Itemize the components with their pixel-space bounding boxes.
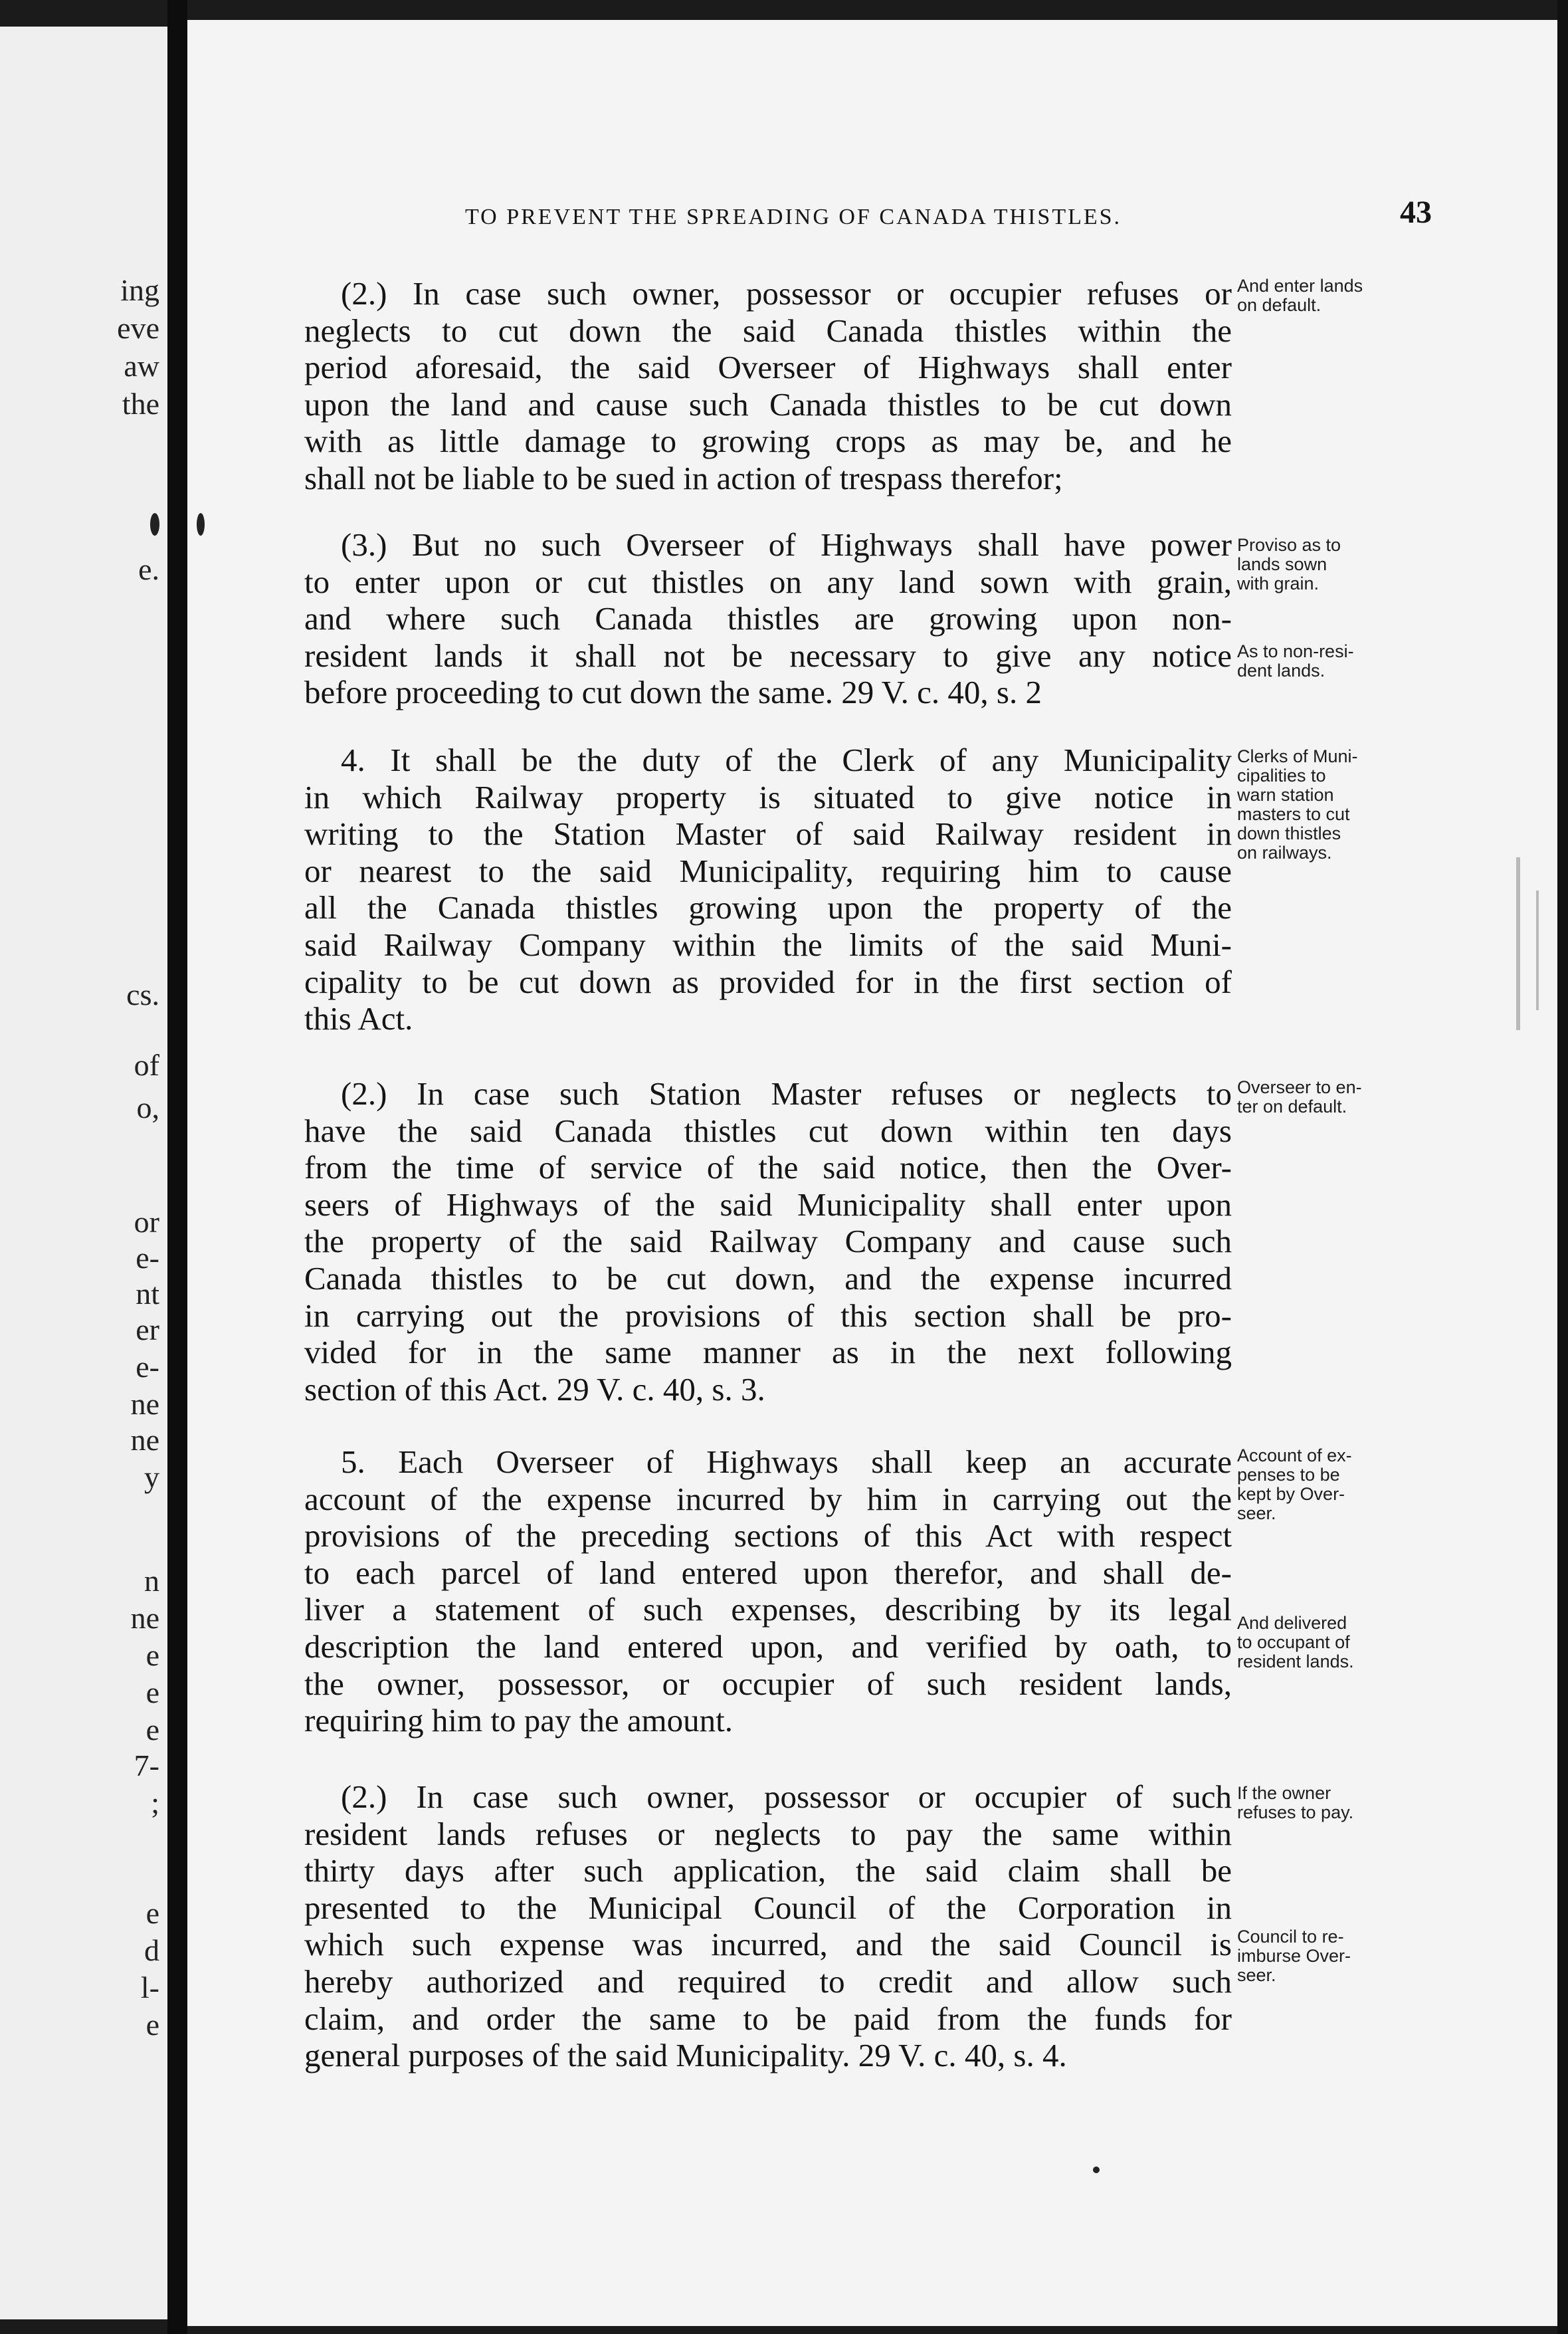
margin-note-line: refuses to pay. [1237,1802,1354,1822]
text-line: from the time of service of the said notice, then the Over- [304,1149,1232,1186]
margin-note-line: Clerks of Muni- [1237,746,1358,766]
left-page-fragment: y [144,1460,159,1494]
text-line: hereby authorized and required to credit and allow such [304,1963,1232,2000]
left-page-fragment: cs. [126,978,159,1011]
margin-note-line: down thistles [1237,823,1341,843]
margin-note-line: masters to cut [1237,804,1350,824]
text-line: have the said Canada thistles cut down within ten days [304,1112,1232,1149]
margin-note-delivered [1237,1614,1403,1671]
margin-note-non-resident [1237,642,1403,681]
text-line: with as little damage to growing crops as may be, and he [304,423,1232,460]
margin-note-line: seer. [1237,1503,1276,1523]
margin-note-line: As to non-resi- [1237,641,1354,661]
text-line: (2.) In case such owner, possessor or occupier refuses or [341,275,1232,312]
left-page-fragment: e [146,1638,159,1672]
text-line: cipality to be cut down as provided for in the first section of [304,963,1232,1000]
text-line: (2.) In case such Station Master refuses or neglects to [341,1075,1232,1112]
text-line: provisions of the preceding sections of this Act with respect [304,1517,1232,1554]
text-line: seers of Highways of the said Municipality shall enter upon [304,1186,1232,1223]
left-page-fragment: nt [136,1277,159,1311]
left-page-edge [0,27,167,2319]
text-line: writing to the Station Master of said Railway resident in [304,815,1232,853]
text-line: resident lands refuses or neglects to pay the same within [304,1815,1232,1852]
text-line: the owner, possessor, or occupier of such resident lands, [304,1665,1232,1702]
text-line: resident lands it shall not be necessary to give any notice [304,637,1232,674]
paragraph-4-2-station-master [304,1075,1232,1408]
left-page-fragment: n [144,1564,159,1598]
paragraph-3-proviso [304,526,1232,711]
margin-note-account-expenses [1237,1446,1403,1523]
text-line: claim, and order the same to be paid from the funds for [304,2000,1232,2037]
paragraph-5-overseer-account [304,1443,1232,1739]
margin-note-line: on railways. [1237,843,1332,863]
margin-note-line: on default. [1237,295,1322,315]
left-page-fragment: aw [124,349,159,383]
text-line: general purposes of the said Municipality. 29 V. c. 40, s. 4. [304,2037,1067,2074]
left-page-fragment: ing [120,273,159,307]
text-line: requiring him to pay the amount. [304,1702,734,1739]
margin-note-line: seer. [1237,1965,1276,1985]
margin-note-line: warn station [1237,785,1334,805]
text-line: to each parcel of land entered upon therefor, and shall de- [304,1554,1232,1591]
margin-note-line: Overseer to en- [1237,1077,1362,1097]
left-page-fragment: er [136,1313,159,1346]
text-line: or nearest to the said Municipality, requiring him to cause [304,852,1232,889]
left-page-fragment: the [122,387,159,421]
text-line: and where such Canada thistles are growing upon non- [304,600,1232,637]
scan-streak [1536,891,1539,1010]
left-page-fragment: o, [136,1091,159,1124]
left-page-fragment: of [134,1048,159,1082]
margin-note-line: Council to re- [1237,1927,1344,1947]
left-page-fragment: e- [136,1350,159,1384]
left-page-fragment: ne [130,1601,159,1635]
left-page-fragment: ne [130,1387,159,1421]
margin-note-line: penses to be [1237,1465,1340,1485]
scan-streak [1516,857,1520,1030]
left-page-fragment: l- [140,1970,159,2004]
margin-note-line: resident lands. [1237,1651,1354,1671]
margin-note-council-reimburse [1237,1927,1403,1985]
margin-note-line: kept by Over- [1237,1484,1345,1504]
text-line: in carrying out the provisions of this section shall be pro- [304,1297,1232,1334]
text-line: before proceeding to cut down the same. 29 V. c. 40, s. 2 [304,674,1042,711]
left-page-fragment: e [146,1675,159,1709]
margin-note-line: Proviso as to [1237,535,1341,555]
text-line: upon the land and cause such Canada thistles to be cut down [304,385,1232,423]
ink-mark [1093,2167,1100,2173]
text-line: (3.) But no such Overseer of Highways shall have power [341,526,1232,563]
left-page-fragment: 7- [134,1749,159,1782]
text-line: (2.) In case such owner, possessor or occupier of such [341,1778,1232,1815]
left-page-fragment: e [146,1713,159,1747]
text-line: to enter upon or cut thistles on any land sown with grain, [304,563,1232,600]
margin-note-line: ter on default. [1237,1097,1347,1116]
left-page-fragment: or [134,1205,159,1239]
margin-note-overseer-enter [1237,1078,1403,1116]
text-line: all the Canada thistles growing upon the property of the [304,889,1232,926]
text-line: section of this Act. 29 V. c. 40, s. 3. [304,1370,765,1408]
text-line: vided for in the same manner as in the next following [304,1334,1232,1371]
paragraph-5-2-council-claim [304,1778,1232,2074]
margin-note-enter-lands [1237,276,1403,315]
margin-note-line: imburse Over- [1237,1946,1351,1966]
text-line: said Railway Company within the limits of the said Muni- [304,926,1232,963]
text-line: the property of the said Railway Company and cause such [304,1223,1232,1260]
left-page-fragment: ; [151,1786,159,1820]
margin-note-owner-refuses [1237,1784,1403,1822]
margin-note-line: cipalities to [1237,766,1326,786]
paragraph-4-clerk-duty [304,742,1232,1037]
text-line: liver a statement of such expenses, describing by its legal [304,1591,1232,1628]
left-page-fragment: d [144,1933,159,1967]
margin-note-proviso [1237,536,1403,593]
text-line: Canada thistles to be cut down, and the expense incurred [304,1259,1232,1297]
margin-note-line: dent lands. [1237,661,1325,681]
ink-mark [197,513,205,536]
ink-mark [150,513,159,536]
text-line: account of the expense incurred by him in carrying out the [304,1480,1232,1517]
margin-note-line: If the owner [1237,1783,1331,1803]
text-line: neglects to cut down the said Canada thistles within the [304,312,1232,349]
left-page-fragment: eve [117,311,159,345]
margin-note-line: to occupant of [1237,1632,1350,1652]
text-line: thirty days after such application, the said claim shall be [304,1852,1232,1889]
margin-note-line: Account of ex- [1237,1445,1352,1465]
right-page-edge [1557,0,1568,2334]
text-line: this Act. [304,1000,413,1037]
text-line: presented to the Municipal Council of the Corporation in [304,1889,1232,1926]
text-line: which such expense was incurred, and the said Council is [304,1926,1232,1963]
text-line: 5. Each Overseer of Highways shall keep an accurate [341,1443,1232,1480]
text-line: description the land entered upon, and verified by oath, to [304,1628,1232,1665]
text-line: period aforesaid, the said Overseer of Highways shall enter [304,349,1232,386]
left-page-fragment: e. [138,552,159,586]
left-page-fragment: e- [136,1241,159,1275]
text-line: shall not be liable to be sued in action of trespass therefor; [304,459,1063,496]
margin-note-line: And enter lands [1237,276,1363,296]
running-header: TO PREVENT THE SPREADING OF CANADA THISTLES. [465,205,1122,229]
text-line: 4. It shall be the duty of the Clerk of any Municipality [341,742,1232,778]
margin-note-line: And delivered [1237,1613,1347,1633]
paragraph-2-owner-default [304,275,1232,497]
margin-note-clerks-warn [1237,747,1403,863]
text-line: in which Railway property is situated to give notice in [304,778,1232,815]
left-page-fragment: e [146,2008,159,2042]
margin-note-line: with grain. [1237,574,1320,593]
left-page-fragment: e [146,1896,159,1930]
margin-note-line: lands sown [1237,554,1327,574]
page-number: 43 [1400,195,1432,230]
book-gutter [167,0,187,2334]
left-page-fragment: ne [130,1423,159,1457]
